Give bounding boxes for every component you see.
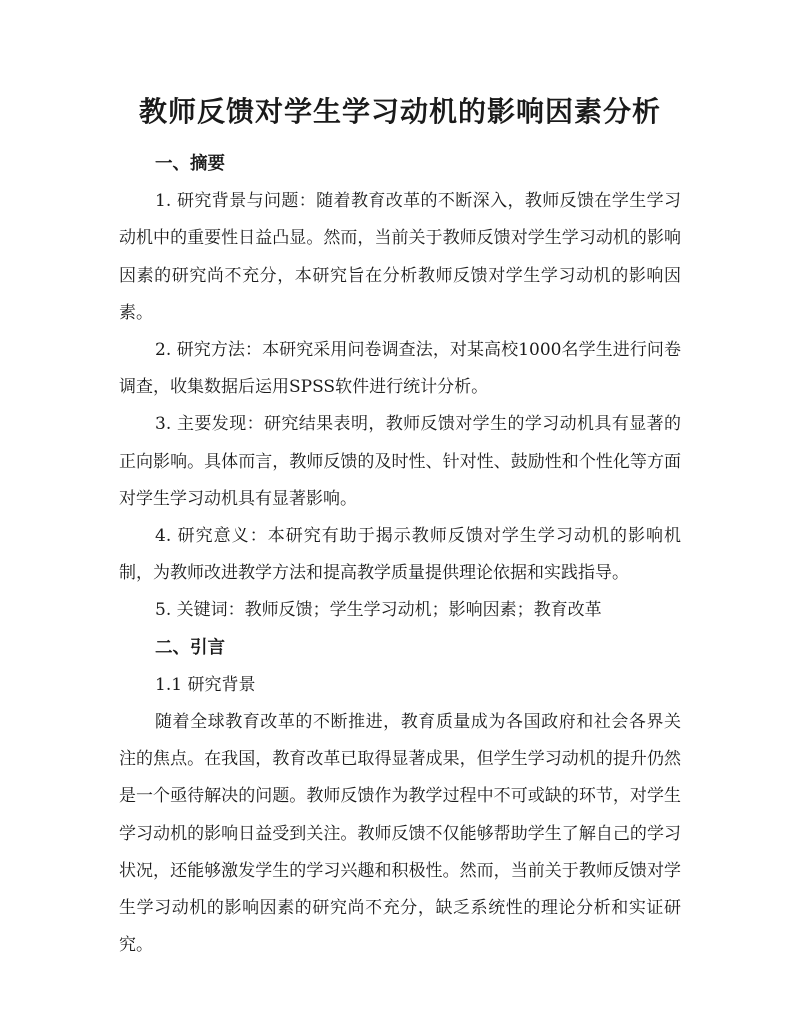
- subsection-heading-background: 1.1 研究背景: [155, 674, 256, 695]
- abstract-item-findings: 3. 主要发现：研究结果表明，教师反馈对学生的学习动机具有显著的正向影响。具体而言，教师反馈的及时性、针对性、鼓励性和个性化等方面对学生学习动机具有显著影响。: [119, 414, 681, 509]
- abstract-item-methods: 2. 研究方法：本研究采用问卷调查法，对某高校1000名学生进行问卷调查，收集数据后运用SPSS软件进行统计分析。: [119, 340, 681, 398]
- intro-paragraph: 随着全球教育改革的不断推进，教育质量成为各国政府和社会各界关注的焦点。在我国，教育改革已取得显著成果，但学生学习动机的提升仍然是一个亟待解决的问题。教师反馈作为教学过程中不可或缺的环节，对学生学习动机的影响日益受到关注。教师反馈不仅能够帮助学生了解自己的学习状况，还能够激发学生的学习兴趣和积极性。然而，当前关于教师反馈对学生学习动机的影响因素的研究尚不充分，缺乏系统性的理论分析和实证研究。: [119, 712, 681, 956]
- abstract-item-background: 1. 研究背景与问题：随着教育改革的不断深入，教师反馈在学生学习动机中的重要性日益凸显。然而，当前关于教师反馈对学生学习动机的影响因素的研究尚不充分，本研究旨在分析教师反馈对学生学习动机的影响因素。: [119, 191, 681, 323]
- abstract-item-keywords: 5. 关键词：教师反馈；学生学习动机；影响因素；教育改革: [155, 600, 602, 621]
- document-body: [119, 146, 681, 964]
- section-heading-abstract: 一、摘要: [155, 154, 225, 174]
- section-heading-introduction: 二、引言: [155, 637, 225, 658]
- abstract-item-significance: 4. 研究意义：本研究有助于揭示教师反馈对学生学习动机的影响机制，为教师改进教学方法和提高教学质量提供理论依据和实践指导。: [119, 526, 681, 584]
- document-title: 教师反馈对学生学习动机的影响因素分析: [138, 95, 661, 128]
